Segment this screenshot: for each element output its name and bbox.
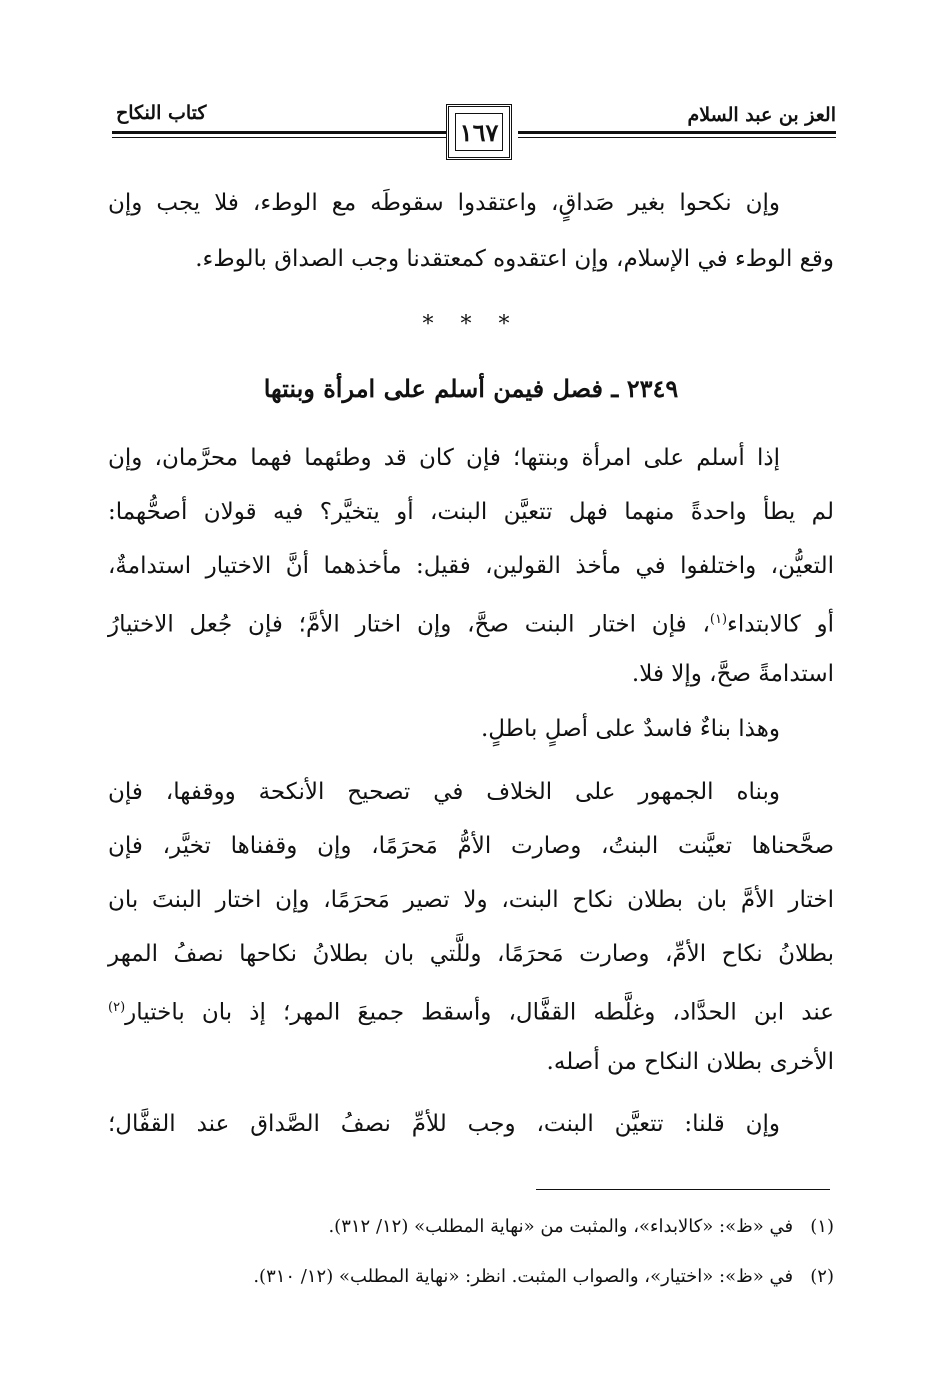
body-line: صحَّحناها تعيَّنت البنتُ، وصارت الأمُّ مَحرَمًا، وإن وقفناها تخيَّر، فإن (108, 833, 834, 859)
body-line: بطلانُ نكاح الأمِّ، وصارت مَحرَمًا، وللَّتي بان بطلانُ نكاحها نصفُ المهر (108, 941, 834, 967)
running-title-author: العز بن عبد السلام (687, 104, 836, 126)
page-number: ١٦٧ (459, 117, 499, 147)
footnote-2 (253, 1264, 834, 1290)
footnote-ref-2[interactable]: (٢) (108, 1000, 126, 1015)
page-number-frame (446, 104, 512, 160)
body-line: استدامةً صحَّ، وإلا فلا. (631, 661, 834, 687)
body-text: أو كالابتداء (727, 611, 834, 638)
footnote-marker: (١) (810, 1216, 834, 1237)
section-separator: * * * (422, 312, 520, 337)
header-rule-right-thin (518, 137, 836, 138)
body-line: وهذا بناءٌ فاسدٌ على أصلٍ باطلٍ. (480, 716, 780, 742)
header-rule-left-thin (112, 137, 446, 138)
body-line: وبناه الجمهور على الخلاف في تصحيح الأنكحة ووقفها، فإن (108, 779, 780, 805)
body-line: اختار الأمَّ بان بطلان نكاح البنت، ولا تصير مَحرَمًا، وإن اختار البنتَ بان (108, 887, 834, 913)
footnote-text: في «ظ»: «كالابداء»، والمثبت من «نهاية المطلب» (١٢/ ٣١٢). (328, 1216, 794, 1237)
header-rule-left (112, 131, 446, 134)
body-text: عند ابن الحدَّاد، وغلَّطه القفَّال، وأسقط جميعَ المهر؛ إذ بان باختيار (125, 999, 834, 1026)
header-rule-right (518, 131, 836, 134)
body-line: وإن قلنا: تتعيَّن البنت، وجب للأمِّ نصفُ الصَّداق عند القفَّال؛ (108, 1111, 780, 1137)
footnote-marker: (٢) (810, 1266, 834, 1287)
running-title-chapter: كتاب النكاح (116, 102, 207, 124)
section-heading: ٢٣٤٩ ـ فصل فيمن أسلم على امرأة وبنتها (263, 374, 679, 403)
body-line (108, 993, 834, 1028)
body-line: وإن نكحوا بغير صَداقٍ، واعتقدوا سقوطَه مع الوطء، فلا يجب وإن (108, 190, 780, 216)
footnote-separator (536, 1189, 830, 1190)
body-line: الأخرى بطلان النكاح من أصله. (546, 1049, 834, 1075)
body-line (108, 605, 834, 640)
body-line: وقع الوطء في الإسلام، وإن اعتقدوه كمعتقدنا وجب الصداق بالوطء. (195, 246, 834, 272)
footnote-text: في «ظ»: «اختيار»، والصواب المثبت. انظر: «نهاية المطلب» (١٢/ ٣١٠). (253, 1266, 794, 1287)
body-line: لم يطأ واحدةً منهما فهل تتعيَّن البنت، أو يتخيَّر؟ فيه قولان أصحُّهما: (108, 499, 834, 525)
body-line: التعيُّن، واختلفوا في مأخذ القولين، فقيل: مأخذهما أنَّ الاختيار استدامةٌ، (108, 553, 834, 579)
footnote-ref-1[interactable]: (١) (709, 612, 728, 627)
body-line: إذا أسلم على امرأة وبنتها؛ فإن كان قد وطئهما فهما محرَّمان، وإن (108, 445, 780, 471)
body-text: ، فإن اختار البنت صحَّ، وإن اختار الأمَّ؛ فإن جُعل الاختيارُ (108, 611, 710, 638)
footnote-1 (328, 1214, 834, 1240)
